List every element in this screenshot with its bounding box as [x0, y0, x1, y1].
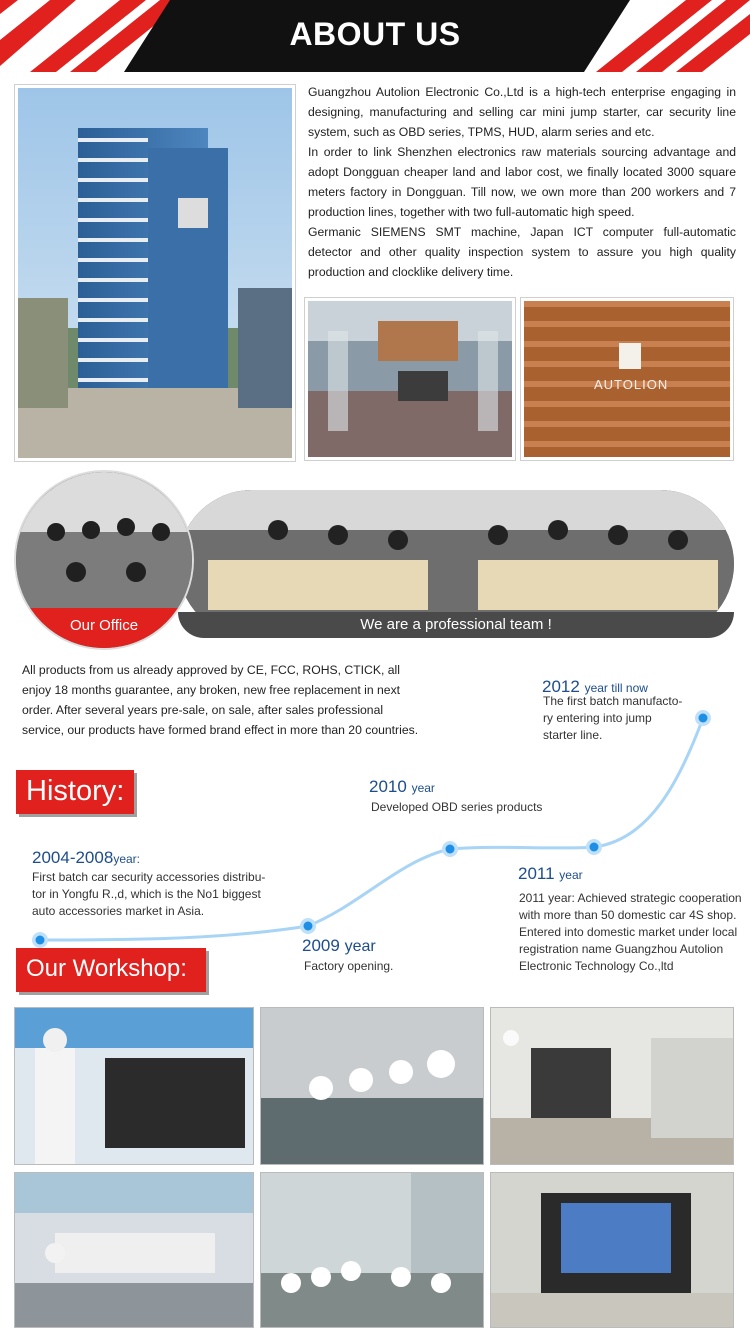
intro-paragraph: Guangzhou Autolion Electronic Co.,Ltd is a high-tech enterprise engaging in designing, manufacturing and selling car mini jump starter, car security line system, such as OBD series, TPMS, HUD, alarm series and etc. — [308, 85, 736, 139]
workshop-photo — [260, 1172, 484, 1328]
company-building-photo — [14, 84, 296, 462]
intro-paragraph: In order to link Shenzhen electronics raw materials sourcing advantage and adopt Dongguan cheaper land and labor cost, we finally located 3000 square meters factory in Dongguan. Till now, we own more than 200 workers and 7 production lines, together with two full-automatic high speed. — [308, 145, 736, 219]
timeline-desc-2009: Factory opening. — [304, 959, 394, 973]
workshop-heading: Our Workshop: — [16, 948, 206, 992]
timeline-year-2012: 2012 year till now — [542, 677, 648, 696]
timeline-desc-2010: Developed OBD series products — [371, 800, 543, 814]
timeline-year-2004: 2004-2008year: — [32, 848, 140, 867]
workshop-photo — [490, 1007, 734, 1165]
timeline-year-2010: 2010 year — [369, 777, 435, 796]
timeline-year-2009: 2009 year — [302, 936, 376, 955]
company-introduction — [308, 82, 736, 282]
page-title: ABOUT US — [289, 16, 461, 52]
products-description: All products from us already approved by CE, FCC, ROHS, CTICK, all enjoy 18 months guarantee, any broken, new free replacement in next order. After several years pre-sale, on sale, after sales professional service, our products have formed brand effect in more than 20 countries. — [22, 663, 419, 737]
team-caption: We are a professional team ! — [178, 612, 734, 638]
timeline-node — [695, 710, 711, 726]
timeline-desc-2011: 2011 year: Achieved strategic cooperation with more than 50 domestic car 4S shop. Entered into domestic market under local registration name Guangzhou Autolion Electronic Technology Co.,ltd — [519, 891, 742, 973]
timeline-desc-2012: The first batch manufacto-ry entering into jump starter line. — [543, 694, 683, 742]
office-label: Our Office — [16, 608, 192, 648]
timeline-year-2011: 2011 year — [518, 864, 583, 883]
history-heading: History: — [16, 770, 134, 814]
logo-wall-text: AUTOLION — [594, 377, 669, 392]
timeline-node — [586, 839, 602, 855]
timeline-desc-2004: First batch car security accessories distribu-tor in Yongfu R.,d, which is the No1 biggest auto accessories market in Asia. — [32, 870, 266, 918]
about-us-banner — [0, 0, 750, 72]
timeline-node — [442, 841, 458, 857]
logo-wall-photo — [520, 297, 734, 461]
workshop-photo — [260, 1007, 484, 1165]
timeline-node — [300, 918, 316, 934]
office-photo-circle — [14, 470, 194, 650]
workshop-photo — [14, 1172, 254, 1328]
intro-paragraph: Germanic SIEMENS SMT machine, Japan ICT computer full-automatic detector and other quality inspection system to assure you high quality production and clocklike delivery time. — [308, 225, 736, 279]
workshop-photo — [14, 1007, 254, 1165]
lobby-photo — [304, 297, 516, 461]
timeline-node — [32, 932, 48, 948]
workshop-photo — [490, 1172, 734, 1328]
